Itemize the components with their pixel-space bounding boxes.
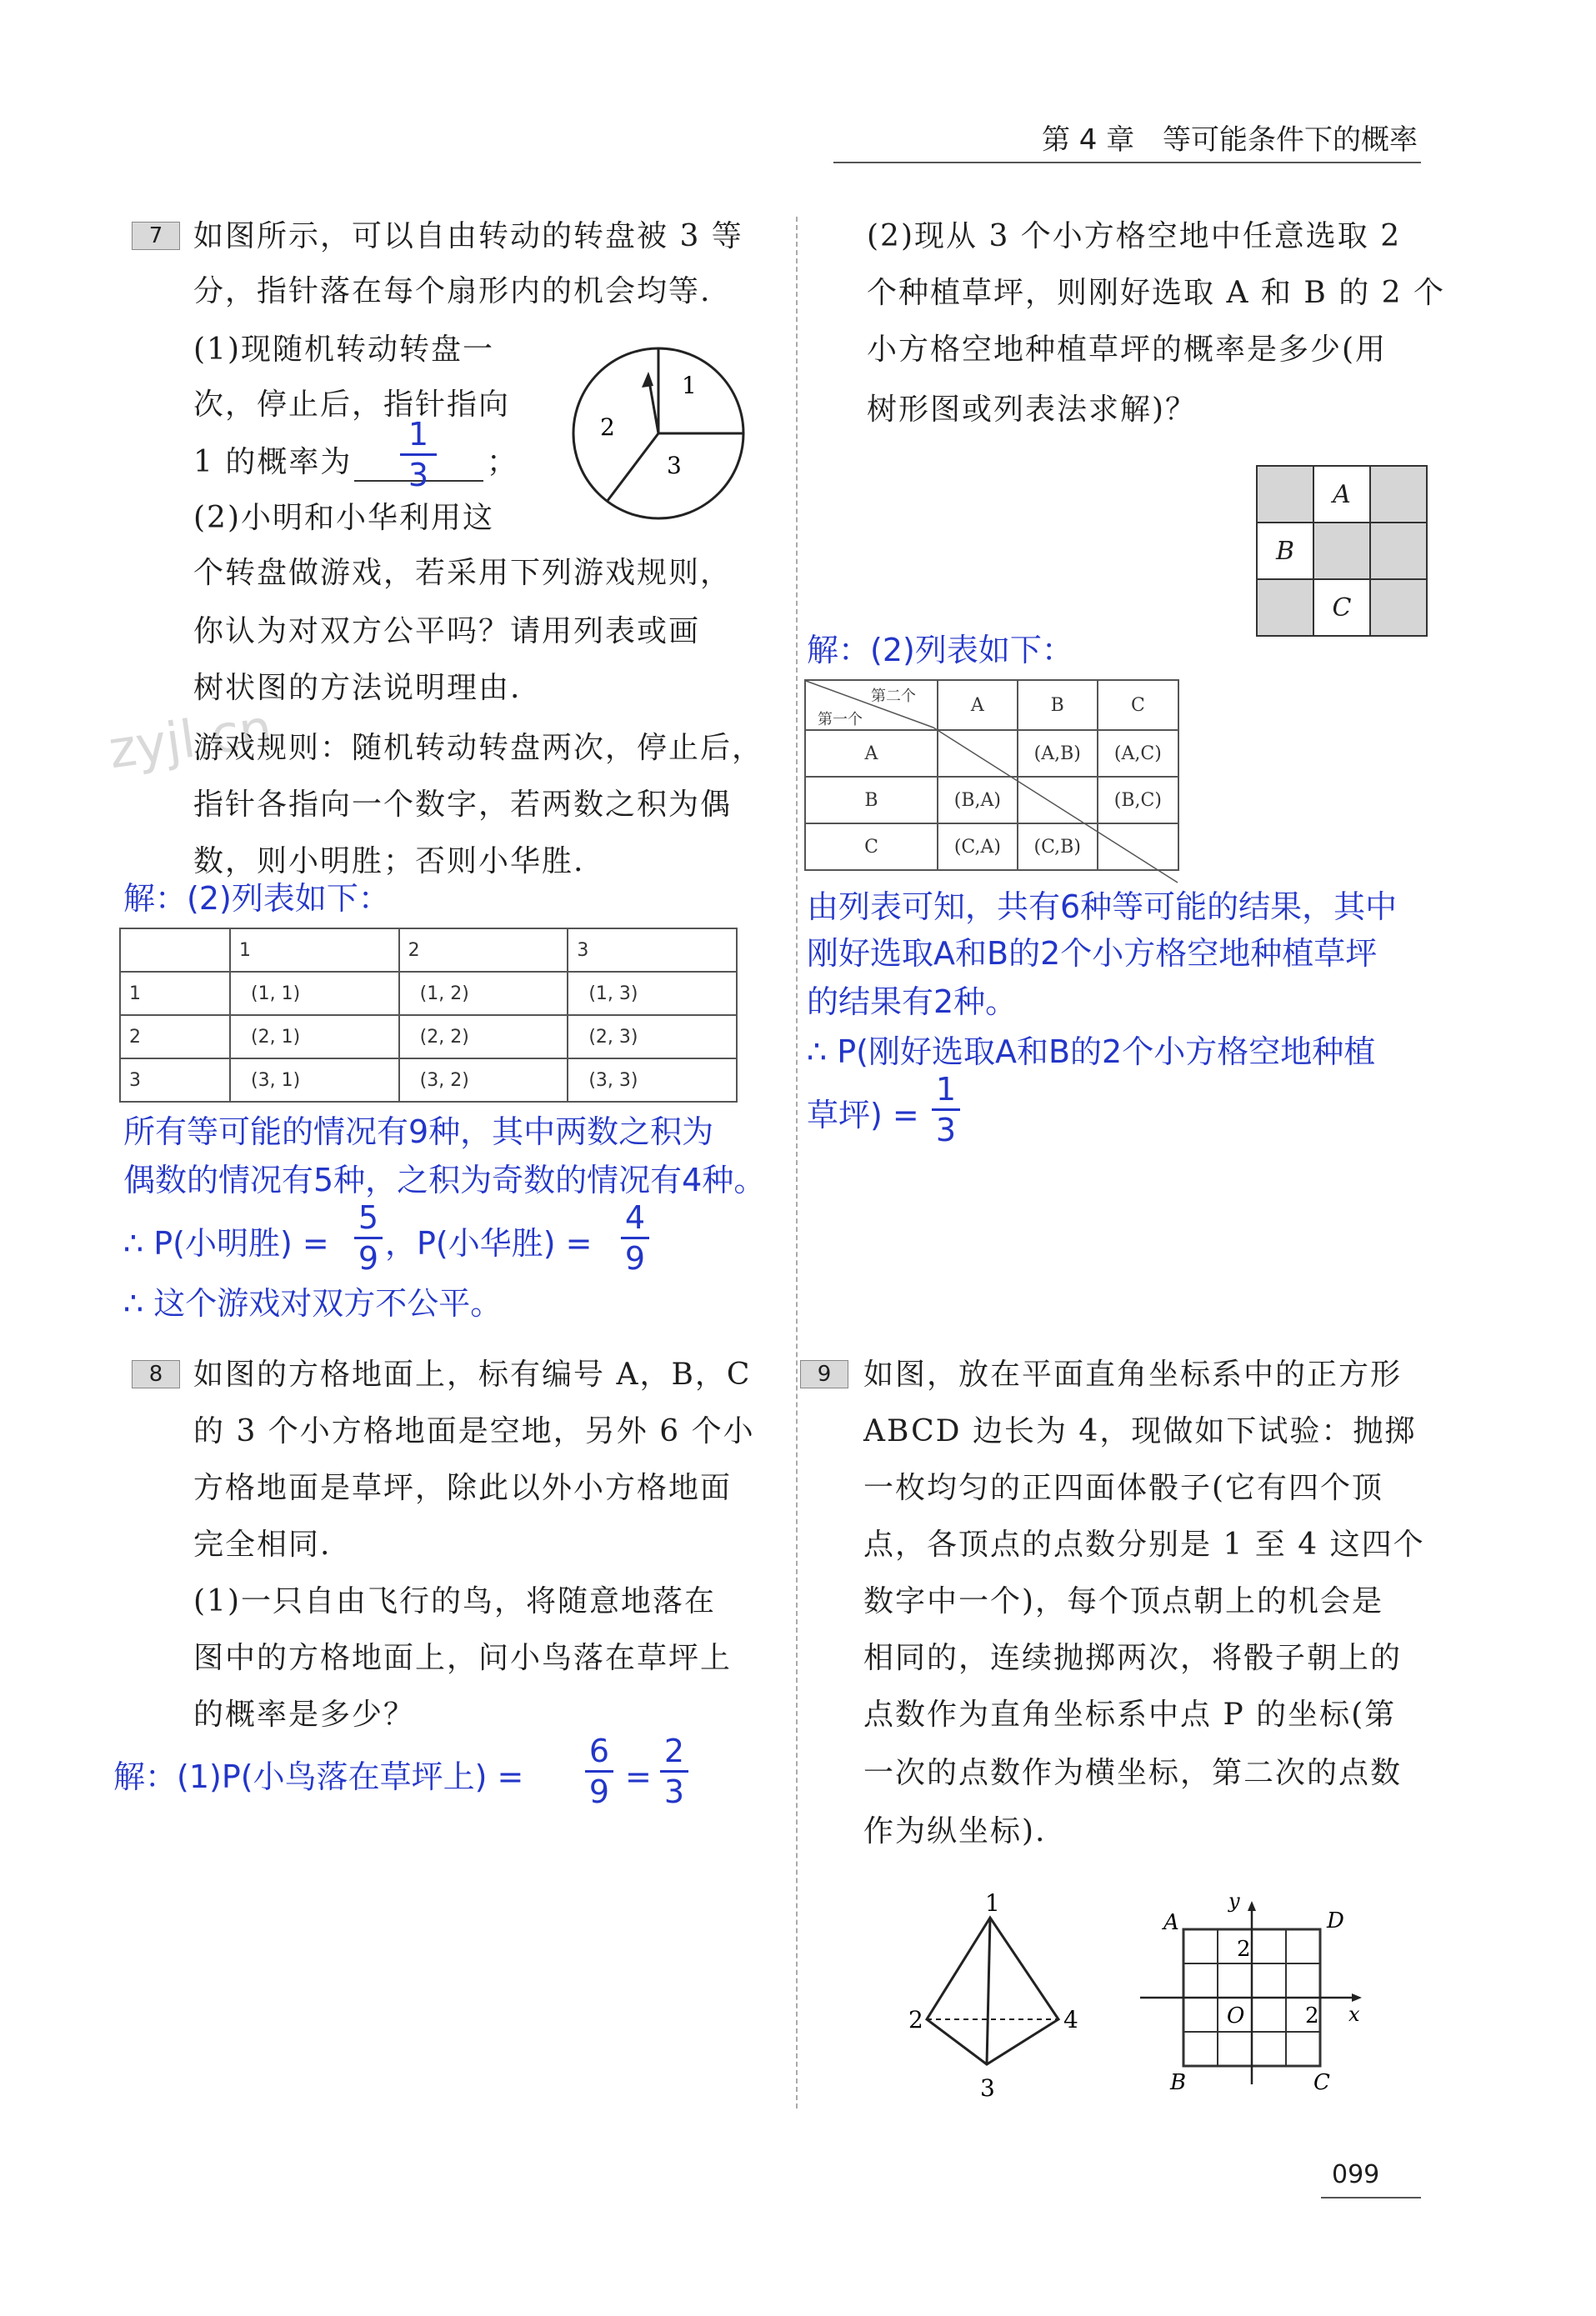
fraction-6-9: 6 9 bbox=[585, 1733, 613, 1809]
q7-outcome-table bbox=[119, 928, 738, 1103]
fraction-2-3: 2 3 bbox=[660, 1733, 688, 1809]
q7-answer-head: 解：(2)列表如下： bbox=[123, 880, 390, 917]
q8-answer: 解：(1)P(小鸟落在草坪上) = bbox=[113, 1758, 524, 1795]
q9-line: 一枚均匀的正四面体骰子(它有四个顶 bbox=[863, 1471, 1384, 1505]
q7b-line: 树形图或列表法求解)？ bbox=[867, 393, 1198, 427]
q7b-answer-line: 草坪) = bbox=[807, 1097, 919, 1133]
q9-line: 如图，放在平面直角坐标系中的正方形 bbox=[863, 1358, 1403, 1392]
coord-label-b: B bbox=[1170, 2070, 1187, 2095]
q8-line: 方格地面是草坪，除此以外小方格地面 bbox=[193, 1471, 733, 1505]
table-cell: (1, 1) bbox=[230, 972, 399, 1015]
table-diagonal-lines bbox=[804, 679, 1179, 884]
q9-line: 作为纵坐标). bbox=[863, 1814, 1047, 1848]
q7b-answer-line: ∴ P(刚好选取A和B的2个小方格空地种植 bbox=[807, 1033, 1376, 1070]
vertex-label-4: 4 bbox=[1063, 2006, 1078, 2033]
table-cell: (2, 3) bbox=[568, 1015, 737, 1058]
table-cell: (A,C) bbox=[1098, 730, 1178, 777]
tetrahedron-diagram bbox=[908, 1888, 1092, 2104]
vertex-label-3: 3 bbox=[980, 2074, 995, 2102]
grid-cell-c: C bbox=[1313, 579, 1370, 636]
spinner-label-3: 3 bbox=[667, 452, 682, 479]
fraction-xiaoming: 5 9 bbox=[354, 1200, 383, 1276]
q7b-answer-head: 解：(2)列表如下： bbox=[807, 632, 1073, 668]
origin-label: O bbox=[1227, 2003, 1245, 2028]
table-cell: 3 bbox=[568, 928, 737, 972]
q8-line: 的 3 个小方格地面是空地，另外 6 个小 bbox=[193, 1414, 755, 1448]
spinner-label-1: 1 bbox=[682, 372, 697, 399]
coord-label-a: A bbox=[1163, 1910, 1179, 1935]
q7-answer-line: ∴ P(小明胜) = bbox=[123, 1225, 329, 1262]
q7-line: 个转盘做游戏，若采用下列游戏规则， bbox=[193, 556, 733, 590]
fraction-answer-7b: 1 3 bbox=[932, 1072, 960, 1148]
chapter-title: 等可能条件下的概率 bbox=[1163, 123, 1418, 157]
table-row bbox=[120, 1058, 737, 1102]
table-cell: (3, 3) bbox=[568, 1058, 737, 1102]
q7b-line: 小方格空地种植草坪的概率是多少(用 bbox=[867, 333, 1388, 367]
q8-line: 的概率是多少？ bbox=[193, 1698, 416, 1732]
question-number-7: 7 bbox=[132, 222, 180, 250]
q8-line: 如图的方格地面上，标有编号 A，B，C bbox=[193, 1358, 752, 1392]
table-cell: 1 bbox=[120, 972, 230, 1015]
q9-line: 点，各顶点的点数分别是 1 至 4 这四个 bbox=[863, 1528, 1425, 1562]
table-cell: 3 bbox=[120, 1058, 230, 1102]
table-corner-cell: 第二个 第一个 bbox=[805, 680, 938, 730]
page-number: 099 bbox=[1332, 2160, 1380, 2189]
fraction-xiaohua: 4 9 bbox=[621, 1200, 649, 1276]
vertex-label-1: 1 bbox=[985, 1889, 1000, 1917]
table-cell bbox=[120, 928, 230, 972]
q8-equals: = bbox=[625, 1758, 652, 1795]
table-cell: B bbox=[1018, 680, 1098, 730]
table-row bbox=[120, 1015, 737, 1058]
question-number-8: 8 bbox=[132, 1360, 180, 1388]
watermark: zyjl.cn bbox=[104, 697, 276, 781]
q8-line: 图中的方格地面上，问小鸟落在草坪上 bbox=[193, 1641, 733, 1675]
table-row bbox=[120, 972, 737, 1015]
chapter-label: 第 4 章 bbox=[1042, 123, 1135, 157]
q7-line: 树状图的方法说明理由. bbox=[193, 671, 522, 705]
lawn-grid bbox=[1256, 465, 1428, 637]
table-row bbox=[1257, 466, 1427, 523]
q7-answer-line: 偶数的情况有5种，之积为奇数的情况有4种。 bbox=[123, 1162, 766, 1198]
table-cell: B bbox=[805, 777, 938, 823]
blank-fraction: 1 3 bbox=[400, 417, 437, 493]
table-cell: (1, 2) bbox=[399, 972, 568, 1015]
q9-line: 点数作为直角坐标系中点 P 的坐标(第 bbox=[863, 1698, 1397, 1732]
q9-line: 数字中一个)，每个顶点朝上的机会是 bbox=[863, 1584, 1384, 1618]
table-cell: (A,B) bbox=[1018, 730, 1098, 777]
table-cell: A bbox=[938, 680, 1018, 730]
q7b-answer-line: 由列表可知，共有6种等可能的结果，其中 bbox=[807, 888, 1398, 925]
q7-line: 数，则小明胜；否则小华胜. bbox=[193, 844, 585, 878]
q7-answer-line: ，P(小华胜) = bbox=[385, 1225, 593, 1262]
q9-line: ABCD 边长为 4，现做如下试验：抛掷 bbox=[863, 1414, 1417, 1448]
q7-line: 次，停止后，指针指向 bbox=[193, 388, 511, 422]
axis-label-y: y bbox=[1228, 1889, 1240, 1913]
vertex-label-2: 2 bbox=[908, 2006, 923, 2033]
q7-line: 1 的概率为 bbox=[193, 445, 353, 479]
column-divider bbox=[796, 217, 799, 2108]
table-cell: (C,B) bbox=[1018, 823, 1098, 870]
q7-line: ； bbox=[487, 445, 519, 479]
table-cell: (B,A) bbox=[938, 777, 1018, 823]
tick-label-x-2: 2 bbox=[1305, 2003, 1319, 2028]
coord-label-d: D bbox=[1327, 1908, 1344, 1933]
table-cell: (B,C) bbox=[1098, 777, 1178, 823]
table-cell: A bbox=[805, 730, 938, 777]
coord-label-c: C bbox=[1313, 2070, 1330, 2095]
question-number-9: 9 bbox=[800, 1360, 848, 1388]
q7-line: 指针各指向一个数字，若两数之积为偶 bbox=[193, 788, 733, 822]
table-row bbox=[1257, 579, 1427, 636]
table-cell: 2 bbox=[120, 1015, 230, 1058]
spinner-label-2: 2 bbox=[600, 413, 615, 441]
q7b-answer-line: 刚好选取A和B的2个小方格空地种植草坪 bbox=[807, 935, 1378, 972]
q7-line: (2)小明和小华利用这 bbox=[193, 501, 494, 535]
q7b-answer-line: 的结果有2种。 bbox=[807, 983, 1018, 1020]
axis-label-x: x bbox=[1348, 2003, 1360, 2026]
grid-cell-a: A bbox=[1313, 466, 1370, 523]
q7b-line: (2)现从 3 个小方格空地中任意选取 2 bbox=[867, 219, 1402, 253]
table-cell: 1 bbox=[230, 928, 399, 972]
q7-line: 如图所示，可以自由转动的转盘被 3 等 bbox=[193, 219, 743, 253]
q7b-outcome-table bbox=[804, 679, 1179, 884]
q7-line: 分，指针落在每个扇形内的机会均等. bbox=[193, 274, 712, 308]
table-cell: (1, 3) bbox=[568, 972, 737, 1015]
coordinate-grid-diagram bbox=[1133, 1888, 1383, 2096]
table-row bbox=[1257, 523, 1427, 579]
table-cell: (3, 2) bbox=[399, 1058, 568, 1102]
q7-line: 你认为对双方公平吗？请用列表或画 bbox=[193, 614, 701, 648]
table-cell: (2, 2) bbox=[399, 1015, 568, 1058]
tick-label-y-2: 2 bbox=[1237, 1937, 1251, 1962]
q9-line: 相同的，连续抛掷两次，将骰子朝上的 bbox=[863, 1641, 1403, 1675]
q7-line: 游戏规则：随机转动转盘两次，停止后， bbox=[193, 731, 764, 765]
table-cell: (2, 1) bbox=[230, 1015, 399, 1058]
table-cell: (3, 1) bbox=[230, 1058, 399, 1102]
q7-line: (1)现随机转动转盘一 bbox=[193, 333, 494, 367]
table-cell: 2 bbox=[399, 928, 568, 972]
footer-rule bbox=[1321, 2197, 1421, 2198]
q7-answer-line: ∴ 这个游戏对双方不公平。 bbox=[123, 1285, 503, 1322]
q7-answer-line: 所有等可能的情况有9种，其中两数之积为 bbox=[123, 1113, 714, 1150]
spinner-diagram bbox=[567, 342, 750, 525]
q8-line: 完全相同. bbox=[193, 1528, 332, 1562]
table-cell: C bbox=[1098, 680, 1178, 730]
header-rule bbox=[833, 162, 1421, 163]
q8-line: (1)一只自由飞行的鸟，将随意地落在 bbox=[193, 1584, 716, 1618]
table-cell: (C,A) bbox=[938, 823, 1018, 870]
table-row bbox=[120, 928, 737, 972]
q7b-line: 个种植草坪，则刚好选取 A 和 B 的 2 个 bbox=[867, 276, 1446, 310]
grid-cell-b: B bbox=[1257, 523, 1313, 579]
table-cell: C bbox=[805, 823, 938, 870]
q9-line: 一次的点数作为横坐标，第二次的点数 bbox=[863, 1756, 1403, 1790]
